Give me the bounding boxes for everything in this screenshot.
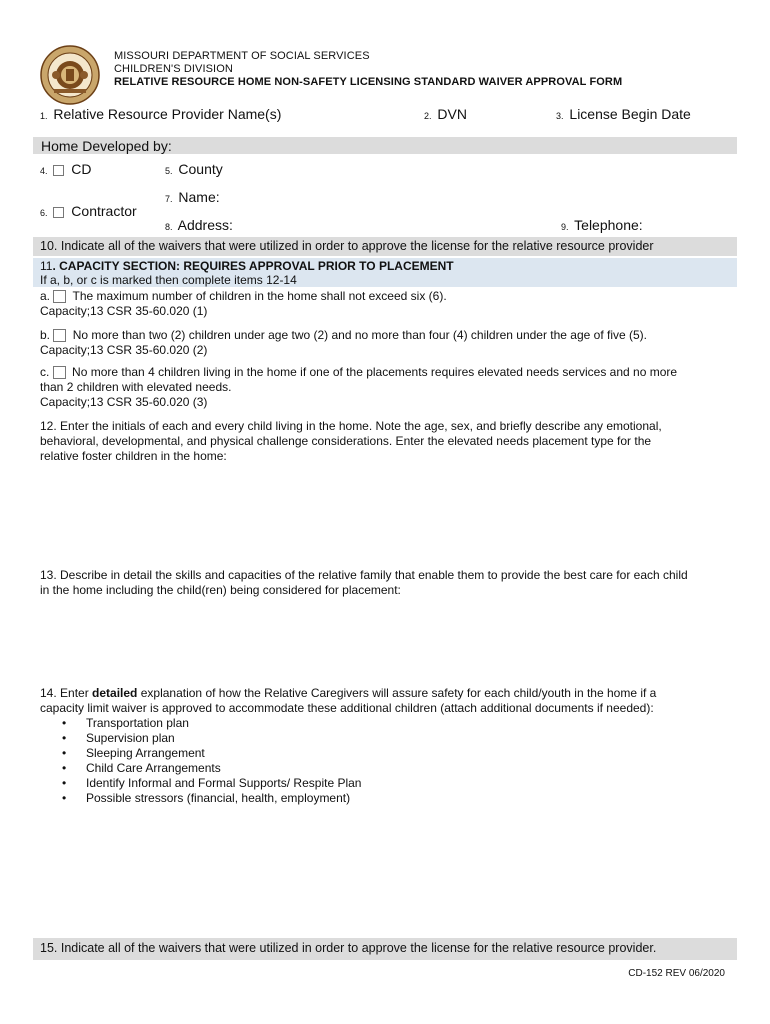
field-provider-name[interactable] xyxy=(40,106,281,122)
field-label: DVN xyxy=(437,106,467,122)
section-13-line-2: in the home including the child(ren) being considered for placement: xyxy=(40,583,401,597)
checkbox-label: Contractor xyxy=(71,203,137,219)
section-14-line-2: capacity limit waiver is approved to accommodate these additional children (attach additional documents if needed): xyxy=(40,701,654,715)
section-12-line-3: relative foster children in the home: xyxy=(40,449,227,463)
capacity-c-text-continued: than 2 children with elevated needs. xyxy=(40,380,232,394)
section-14-bullet-list xyxy=(40,716,361,806)
field-license-begin-date[interactable] xyxy=(556,106,691,122)
section-title-text: . CAPACITY SECTION: REQUIRES APPROVAL PRIOR TO PLACEMENT xyxy=(52,259,454,273)
list-item: • Identify Informal and Formal Supports/ Respite Plan xyxy=(40,776,361,791)
section-12-line-2: behavioral, developmental, and physical challenge considerations. Enter the elevated needs placement type for the xyxy=(40,434,652,448)
capacity-option-b[interactable] xyxy=(40,328,647,343)
agency-name: MISSOURI DEPARTMENT OF SOCIAL SERVICES xyxy=(114,50,370,62)
section-12-response-area[interactable] xyxy=(40,466,730,562)
option-text: The maximum number of children in the home shall not exceed six (6). xyxy=(72,289,447,303)
section-14-line-1 xyxy=(40,686,656,701)
capacity-note: If a, b, or c is marked then complete items 12-14 xyxy=(40,273,297,287)
checkbox-cd[interactable] xyxy=(40,161,92,177)
capacity-b-reference: Capacity;13 CSR 35-60.020 (2) xyxy=(40,343,208,357)
missouri-state-seal xyxy=(40,45,100,105)
home-developed-band xyxy=(33,137,737,154)
section-number: 11 xyxy=(40,259,53,273)
field-number: 9. xyxy=(561,222,569,232)
section-13-response-area[interactable] xyxy=(40,600,730,680)
field-number: 5. xyxy=(165,166,173,176)
text-run: 14. Enter xyxy=(40,686,93,700)
field-number: 1. xyxy=(40,111,48,121)
section-15-text: 15. Indicate all of the waivers that were utilized in order to approve the license for the relative resource provider. xyxy=(40,941,657,955)
field-telephone[interactable] xyxy=(561,217,643,233)
list-item: • Supervision plan xyxy=(40,731,361,746)
checkbox-box[interactable] xyxy=(53,329,66,342)
field-label: Telephone: xyxy=(574,217,643,233)
checkbox-label: CD xyxy=(71,161,92,177)
checkbox-box[interactable] xyxy=(53,290,66,303)
option-letter: a. xyxy=(40,289,51,303)
capacity-option-a[interactable] xyxy=(40,289,447,304)
field-label: County xyxy=(178,161,223,177)
section-10-text: 10. Indicate all of the waivers that were utilized in order to approve the license for the relative resource provider xyxy=(40,239,654,253)
list-item: • Sleeping Arrangement xyxy=(40,746,361,761)
field-label: Address: xyxy=(177,217,233,233)
field-dvn[interactable] xyxy=(424,106,467,122)
checkbox-box[interactable] xyxy=(53,165,64,176)
capacity-a-reference: Capacity;13 CSR 35-60.020 (1) xyxy=(40,304,208,318)
field-label: License Begin Date xyxy=(569,106,691,122)
form-revision-code: CD-152 REV 06/2020 xyxy=(628,968,725,979)
emphasis-text: detailed xyxy=(92,686,138,700)
field-number: 7. xyxy=(165,194,173,204)
division-name: CHILDREN'S DIVISION xyxy=(114,63,233,75)
capacity-c-reference: Capacity;13 CSR 35-60.020 (3) xyxy=(40,395,208,409)
field-number: 6. xyxy=(40,208,48,218)
checkbox-box[interactable] xyxy=(53,207,64,218)
text-run: explanation of how the Relative Caregivers will assure safety for each child/youth in the home if a xyxy=(137,686,657,700)
field-contractor-name[interactable] xyxy=(165,189,220,205)
option-letter: b. xyxy=(40,328,51,342)
home-developed-title: Home Developed by: xyxy=(41,138,172,154)
field-number: 3. xyxy=(556,111,564,121)
option-letter: c. xyxy=(40,365,50,379)
field-number: 8. xyxy=(165,222,173,232)
option-text: No more than 4 children living in the home if one of the placements requires elevated needs services and no more xyxy=(72,365,678,379)
field-label: Name: xyxy=(178,189,220,205)
list-item: • Possible stressors (financial, health, employment) xyxy=(40,791,361,806)
section-15-band xyxy=(33,938,737,960)
capacity-section-title xyxy=(40,259,454,274)
field-number: 4. xyxy=(40,166,48,176)
field-county[interactable] xyxy=(165,161,223,177)
section-12-line-1: 12. Enter the initials of each and every child living in the home. Note the age, sex, and briefly describe any emotional, xyxy=(40,419,662,433)
section-13-line-1: 13. Describe in detail the skills and capacities of the relative family that enable them to provide the best care for each child xyxy=(40,568,688,582)
checkbox-contractor[interactable] xyxy=(40,203,137,219)
option-text: No more than two (2) children under age two (2) and no more than four (4) children under the age of five (5). xyxy=(72,328,648,342)
field-label: Relative Resource Provider Name(s) xyxy=(53,106,282,122)
section-14-response-area[interactable] xyxy=(40,812,730,932)
checkbox-box[interactable] xyxy=(53,366,66,379)
field-number: 2. xyxy=(424,111,432,121)
field-address[interactable] xyxy=(165,217,233,233)
form-title: RELATIVE RESOURCE HOME NON-SAFETY LICENSING STANDARD WAIVER APPROVAL FORM xyxy=(114,76,623,88)
list-item: • Transportation plan xyxy=(40,716,361,731)
section-11-band xyxy=(33,258,737,287)
capacity-option-c[interactable] xyxy=(40,365,677,380)
section-10-band xyxy=(33,237,737,256)
list-item: • Child Care Arrangements xyxy=(40,761,361,776)
